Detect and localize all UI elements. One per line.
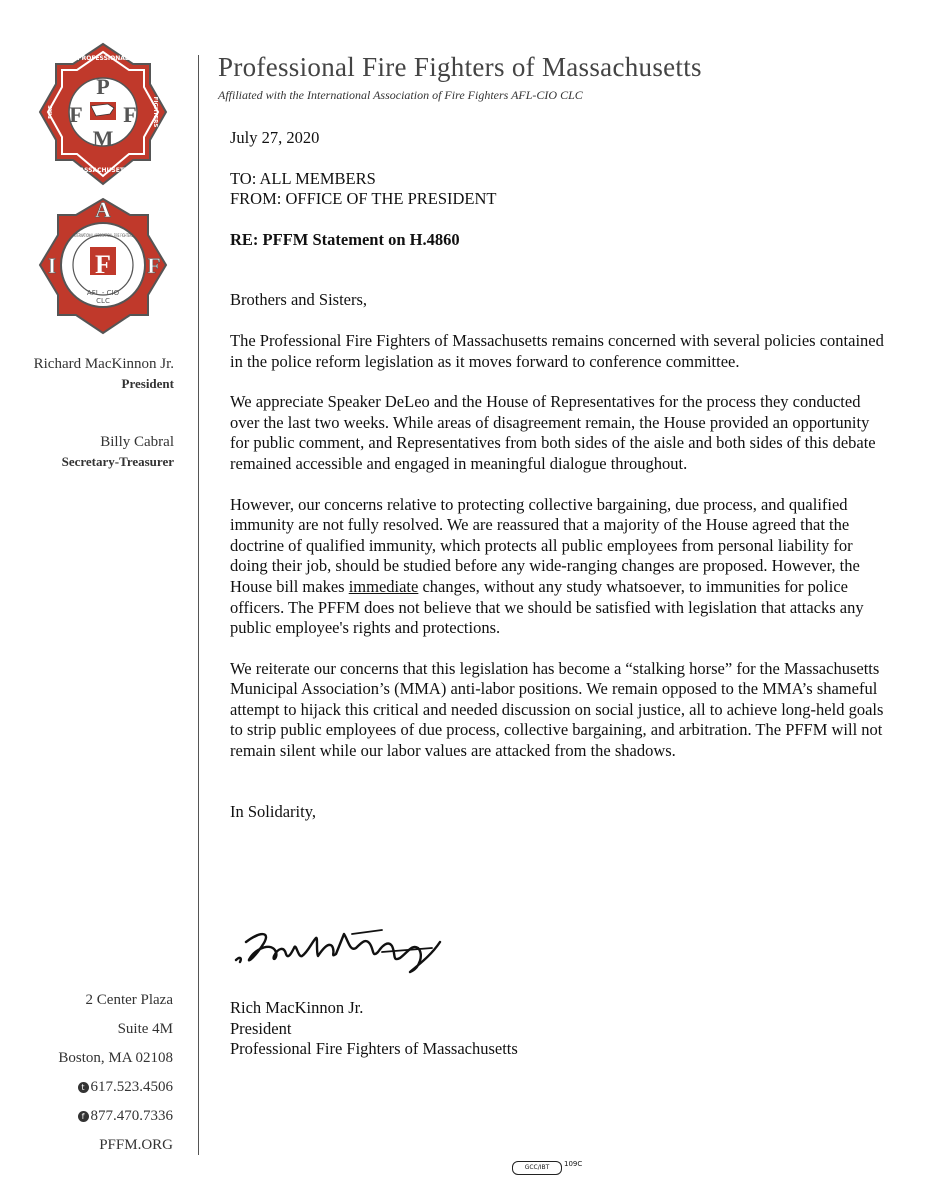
letter-to: TO: ALL MEMBERS — [230, 168, 376, 188]
officer-secretary-treasurer — [0, 434, 174, 470]
letter-re: RE: PFFM Statement on H.4860 — [230, 229, 460, 249]
phone-row — [58, 1073, 173, 1102]
signature-block — [230, 998, 885, 1060]
address-line3: Boston, MA 02108 — [58, 1050, 173, 1066]
paragraph-3 — [230, 495, 885, 639]
address-line2: Suite 4M — [117, 1021, 173, 1037]
paragraph-4: We reiterate our concerns that this legislation has become a “stalking horse” for the Massachusetts Municipal Association’s (MMA) anti-labor positions. We remain opposed to the MMA’s shameful attempt to hijack this critical and needed discussion on social justice, all to achieve long-held goals to strip public employees of due process, collective bargaining, and arbitration. The PFFM will not remain silent while our labor values are attacked from the shadows. — [230, 658, 884, 761]
president-name: Richard MacKinnon Jr. — [33, 356, 174, 372]
iaff-letter-f-center: F — [95, 250, 111, 279]
signature — [232, 912, 447, 982]
paragraph-1: The Professional Fire Fighters of Massachusetts remains concerned with several policies contained in the police reform legislation as it moves forward to conference committee. — [230, 330, 884, 371]
letter-salutation: Brothers and Sisters, — [230, 290, 368, 310]
letter-body — [230, 128, 885, 822]
letter-closing: In Solidarity, — [230, 801, 317, 821]
pffm-logo — [38, 42, 168, 192]
pffm-letter-f-left: F — [69, 102, 83, 127]
iaff-afl-cio: AFL - CIO — [86, 289, 120, 297]
pffm-ring-bottom: MASSACHUSETTS — [73, 167, 133, 174]
union-bug-number: 109C — [564, 1160, 583, 1168]
union-bug — [512, 1156, 582, 1170]
signer-org: Professional Fire Fighters of Massachusetts — [230, 1039, 518, 1059]
iaff-letter-i: I — [47, 253, 57, 278]
secretary-name: Billy Cabral — [100, 434, 174, 450]
address-block — [58, 986, 173, 1160]
pffm-letter-p: P — [96, 74, 110, 99]
letterhead-subtitle: Affiliated with the International Association of Fire Fighters AFL-CIO CLC — [218, 88, 583, 102]
signer-title: President — [230, 1018, 292, 1038]
union-bug-label: GCC/IBT — [512, 1161, 562, 1175]
letterhead-title: Professional Fire Fighters of Massachusetts — [218, 52, 702, 82]
website: PFFM.ORG — [99, 1137, 173, 1153]
pffm-ring-left: FIRE — [48, 105, 54, 119]
fax-row — [58, 1102, 173, 1131]
letter-date: July 27, 2020 — [230, 128, 320, 147]
paragraph-3-part-a: However, our concerns relative to protecting collective bargaining, due process, and qualified immunity are not fully resolved. We are reassured that a majority of the House agreed that the doctrine of qualified immunity, which protects all public employees from personal liability for doing their job, should be studied before any wide-ranging changes are proposed. However, the House bill makes — [230, 494, 860, 596]
iaff-logo — [38, 197, 168, 337]
iaff-ring-text: INTERNATIONAL ASSOCIATION · FIRE FIGHTERS — [73, 233, 134, 238]
pffm-ring-right: FIGHTERS — [152, 96, 158, 128]
paragraph-3-underlined: immediate — [348, 576, 419, 596]
pffm-maltese-cross — [40, 44, 166, 184]
paragraph-2: We appreciate Speaker DeLeo and the House of Representatives for the process they conducted over the last two weeks. While areas of disagreement remain, the House provided an opportunity for public comment, and Representatives from both sides of the aisle and both sides of this debate remained accessible and engaged in meaningful dialogue throughout. — [230, 392, 876, 473]
phone-number: 617.523.4506 — [90, 1079, 173, 1095]
iaff-letter-f-right: F — [147, 253, 161, 278]
phone-icon: t — [78, 1082, 89, 1093]
pffm-letter-m: M — [92, 126, 114, 151]
iaff-clc: CLC — [96, 297, 110, 305]
sidebar — [0, 0, 198, 1200]
signer-name: Rich MacKinnon Jr. — [230, 998, 364, 1017]
pffm-letter-f-right: F — [123, 102, 137, 127]
pffm-ring-top: PROFESSIONAL — [77, 55, 129, 62]
secretary-title: Secretary-Treasurer — [61, 454, 174, 469]
president-title: President — [121, 376, 174, 391]
sidebar-divider — [198, 55, 199, 1155]
paragraph-3-part-b: changes, without any study whatsoever, to immunities for police officers. The PFFM does not believe that we should be satisfied with legislation that attacks any public employee's rights and protections. — [230, 576, 864, 638]
letter-from: FROM: OFFICE OF THE PRESIDENT — [230, 189, 497, 209]
officer-president — [0, 356, 174, 392]
iaff-letter-a: A — [95, 197, 111, 222]
address-line1: 2 Center Plaza — [85, 992, 173, 1008]
fax-icon: f — [78, 1111, 89, 1122]
fax-number: 877.470.7336 — [90, 1108, 173, 1124]
